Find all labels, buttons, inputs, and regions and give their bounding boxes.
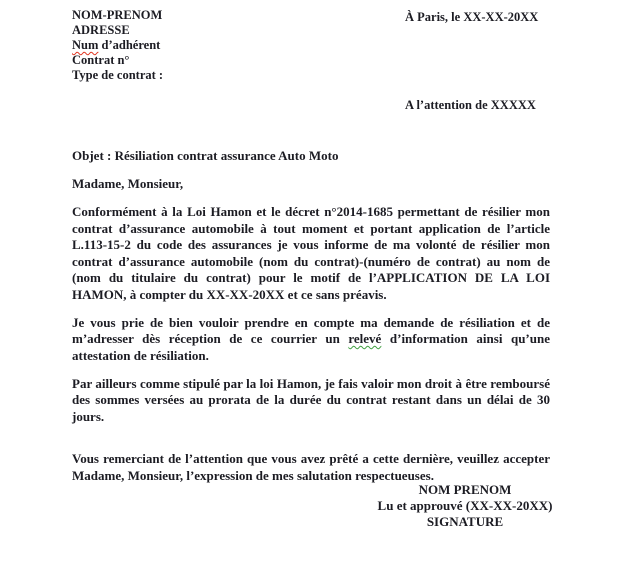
closing-paragraph: Vous remerciant de l’attention que vous avez prêté a cette dernière, veuillez accepter Madame, Monsieur, l’expression de mes salutation respectueuses. <box>72 451 550 483</box>
spellcheck-flagged-word: Num <box>72 38 99 52</box>
date-line: À Paris, le XX-XX-20XX <box>405 10 539 24</box>
signature-label: SIGNATURE <box>426 514 504 529</box>
sender-address: ADRESSE <box>72 23 130 37</box>
signature-name: NOM PRENOM <box>418 482 512 497</box>
sender-name: NOM-PRENOM <box>72 8 163 22</box>
paragraph-2-after: d’information ainsi qu’une attestation de résiliation. <box>72 331 550 363</box>
sender-contract-number: Contrat n° <box>72 53 130 67</box>
sender-contract-type: Type de contrat : <box>72 68 164 82</box>
signature-approval: Lu et approuvé (XX-XX-20XX) <box>377 498 553 513</box>
paragraph-3: Par ailleurs comme stipulé par la loi Hamon, je fais valoir mon droit à être remboursé des sommes versées au prorata de la durée du contrat restant dans un délai de 30 jours. <box>72 375 550 424</box>
paragraph-2-before: Je vous prie de bien vouloir prendre en compte ma demande de résiliation et de m’adresser dès réception de ce courrier un <box>72 314 550 346</box>
sender-block <box>72 8 163 83</box>
subject-line: Objet : Résiliation contrat assurance Auto Moto <box>72 148 339 163</box>
paragraph-1: Conformément à la Loi Hamon et le décret n°2014-1685 permettant de résilier mon contrat d’assurance automobile à tout moment et portant application de l’article L.113-15-2 du code des assurances je vous informe de ma volonté de résilier mon contrat d’assurance automobile (nom du contrat)-(numéro de contrat) au nom de (nom du titulaire du contrat) pour le motif de l’APPLICATION DE LA LOI HAMON, à compter du XX-XX-20XX et ce sans préavis. <box>72 204 550 302</box>
signature-block <box>350 482 580 530</box>
grammar-flagged-word: relevé <box>348 331 382 346</box>
letter-body <box>72 148 550 496</box>
sender-member-number-rest: d’adhérent <box>98 38 161 52</box>
salutation: Madame, Monsieur, <box>72 176 184 191</box>
paragraph-2 <box>72 315 550 365</box>
attention-line: A l’attention de XXXXX <box>405 98 536 112</box>
sender-member-number-line <box>72 38 163 53</box>
